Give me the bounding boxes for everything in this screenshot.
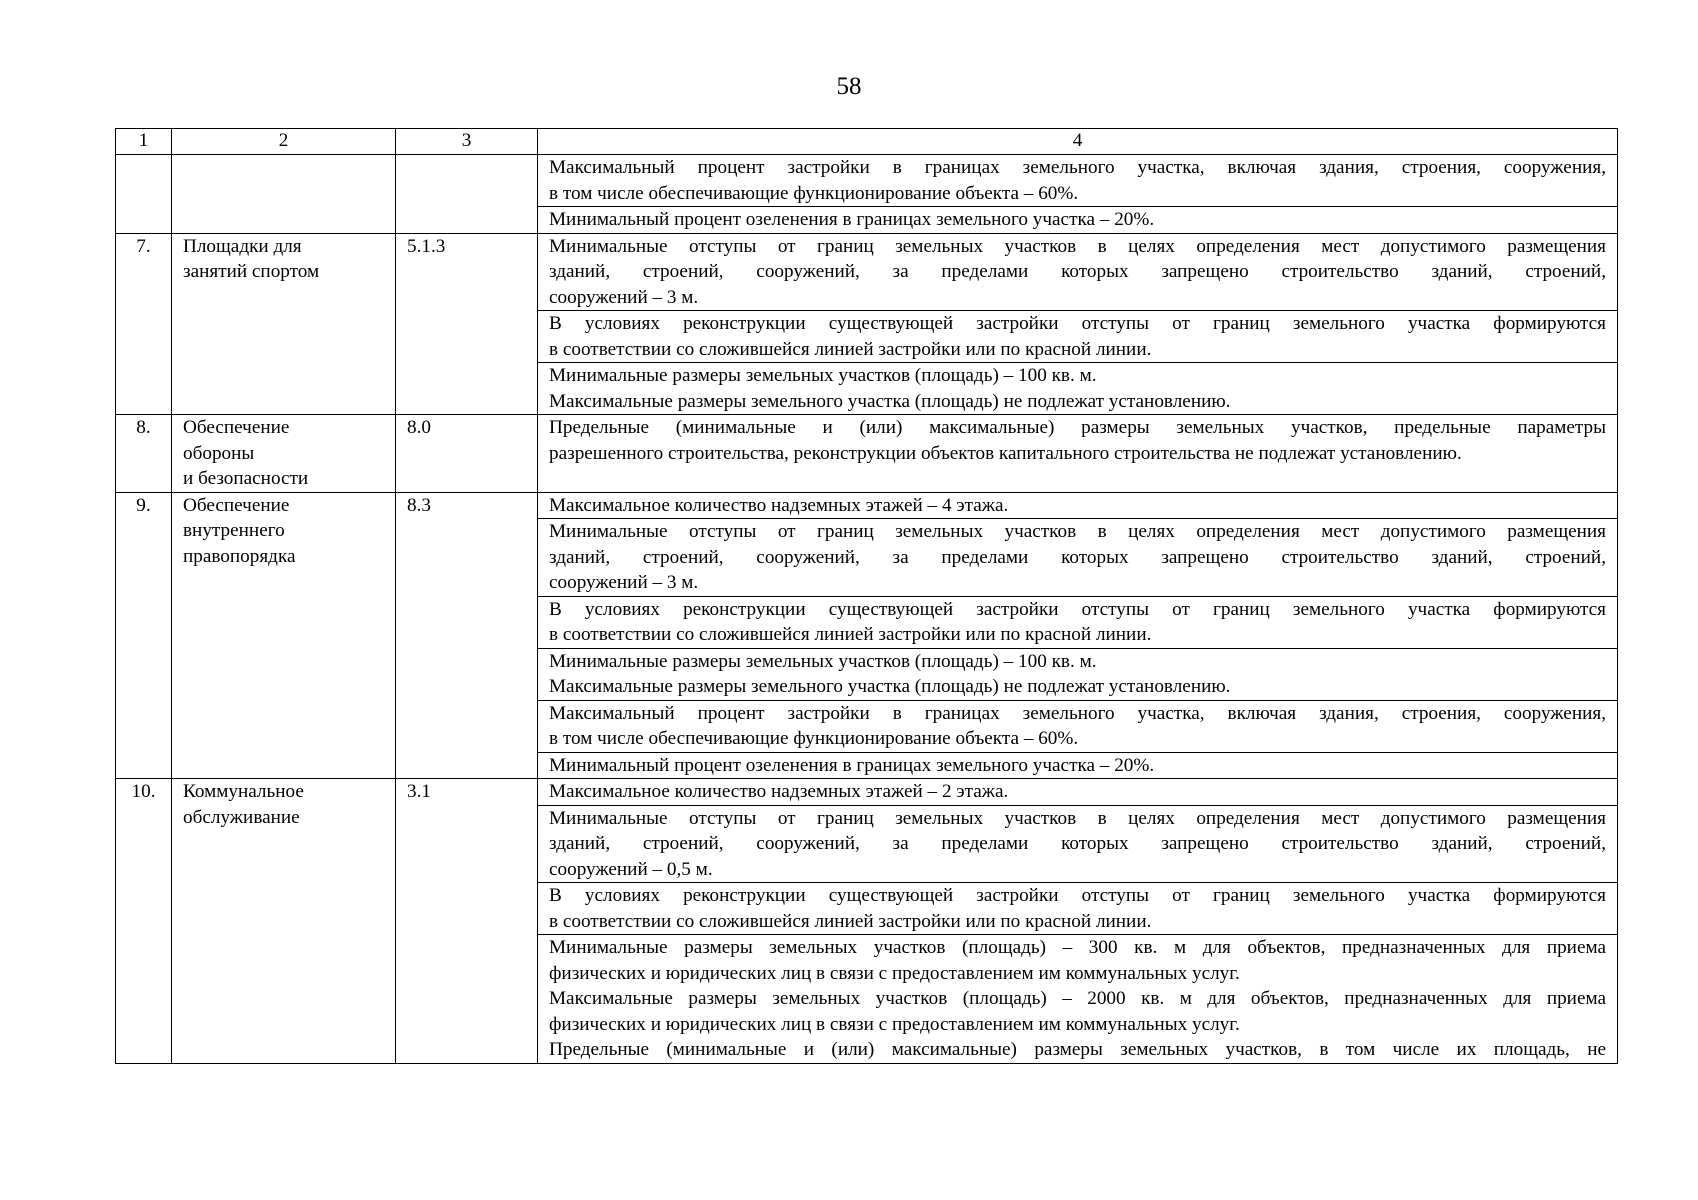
parameter-cell	[538, 700, 1618, 752]
table-row	[116, 415, 1618, 493]
land-use-name-line: занятий спортом	[183, 261, 320, 282]
parameter-cell	[538, 519, 1618, 597]
land-use-name-line: Площадки для	[183, 235, 302, 257]
table-row	[116, 155, 1618, 207]
parameter-line: Минимальные размеры земельных участков (площадь) – 100 кв. м.	[549, 365, 1097, 386]
parameter-line: Минимальный процент озеленения в границах земельного участка – 20%.	[549, 209, 1155, 230]
land-use-name-cell	[172, 415, 396, 493]
parameter-cell	[538, 935, 1618, 1064]
classifier-code-cell: 5.1.3	[396, 233, 538, 415]
parameter-line: в соответствии со сложившейся линией застройки или по красной линии.	[549, 338, 1152, 360]
parameter-line: физических и юридических лиц в связи с предоставлением им коммунальных услуг.	[549, 1013, 1240, 1035]
page-number: 58	[836, 73, 862, 100]
land-use-name-line: Коммунальное	[183, 781, 304, 802]
land-use-name-cell	[172, 233, 396, 415]
parameter-cell	[538, 207, 1618, 234]
parameter-cell	[538, 596, 1618, 648]
land-use-name-cell	[172, 492, 396, 779]
parameter-line: физических и юридических лиц в связи с предоставлением им коммунальных услуг.	[549, 962, 1240, 984]
parameter-cell	[538, 415, 1618, 493]
land-use-name-line: и безопасности	[183, 468, 309, 489]
parameter-line: Максимальные размеры земельных участков (площадь) – 2000 кв. м для объектов, предназначенных для приема	[549, 988, 1606, 1009]
row-number-cell: 7.	[116, 233, 172, 415]
header-cell-4: 4	[538, 129, 1618, 155]
classifier-code-cell: 8.0	[396, 415, 538, 493]
row-number-cell	[116, 155, 172, 234]
parameter-line: В условиях реконструкции существующей застройки отступы от границ земельного участка формируются	[549, 313, 1606, 334]
land-use-name-line: внутреннего	[183, 520, 285, 541]
land-use-name-line: Обеспечение	[183, 417, 290, 438]
land-use-name-line: Обеспечение	[183, 494, 290, 516]
parameter-line: Минимальные размеры земельных участков (площадь) – 100 кв. м.	[549, 650, 1097, 672]
parameter-cell	[538, 155, 1618, 207]
header-cell-1: 1	[116, 129, 172, 155]
parameter-line: В условиях реконструкции существующей застройки отступы от границ земельного участка формируются	[549, 598, 1606, 620]
parameter-line: зданий, строений, сооружений, за пределами которых запрещено строительство зданий, строений,	[549, 833, 1606, 854]
parameter-line: Минимальные отступы от границ земельных участков в целях определения мест допустимого размещения	[549, 807, 1606, 829]
parameter-cell	[538, 779, 1618, 806]
parameter-line: сооружений – 0,5 м.	[549, 858, 713, 880]
table-row	[116, 779, 1618, 806]
table-row	[116, 233, 1618, 311]
parameter-line: Минимальный процент озеленения в границах земельного участка – 20%.	[549, 754, 1155, 776]
row-number-cell: 9.	[116, 492, 172, 779]
land-use-name-cell	[172, 779, 396, 1064]
parameter-line: Максимальное количество надземных этажей – 2 этажа.	[549, 781, 1009, 802]
land-use-name-line: правопорядка	[183, 545, 296, 567]
parameter-line: Максимальный процент застройки в границах земельного участка, включая здания, строения, сооружения,	[549, 702, 1606, 724]
parameter-cell	[538, 648, 1618, 700]
parameter-line: зданий, строений, сооружений, за пределами которых запрещено строительство зданий, строений,	[549, 546, 1606, 568]
header-cell-2: 2	[172, 129, 396, 155]
parameter-cell	[538, 492, 1618, 519]
parameter-line: Минимальные отступы от границ земельных участков в целях определения мест допустимого размещения	[549, 521, 1606, 542]
parameter-line: в том числе обеспечивающие функционирование объекта – 60%.	[549, 728, 1079, 749]
parameter-cell	[538, 752, 1618, 779]
classifier-code-cell	[396, 155, 538, 234]
row-number-cell: 8.	[116, 415, 172, 493]
land-use-name-line: обслуживание	[183, 806, 300, 828]
parameter-line: Минимальные отступы от границ земельных участков в целях определения мест допустимого размещения	[549, 235, 1606, 257]
parameter-line: сооружений – 3 м.	[549, 572, 699, 593]
parameter-line: Максимальное количество надземных этажей – 4 этажа.	[549, 494, 1009, 516]
parameter-line: В условиях реконструкции существующей застройки отступы от границ земельного участка формируются	[549, 885, 1606, 906]
classifier-code-cell: 8.3	[396, 492, 538, 779]
table-row	[116, 492, 1618, 519]
parameter-line: в соответствии со сложившейся линией застройки или по красной линии.	[549, 624, 1152, 645]
land-use-name-line: обороны	[183, 442, 255, 464]
parameter-cell	[538, 805, 1618, 883]
header-cell-3: 3	[396, 129, 538, 155]
parameter-line: Минимальные размеры земельных участков (площадь) – 300 кв. м для объектов, предназначенных для приема	[549, 937, 1606, 958]
parameter-line: Максимальные размеры земельного участка (площадь) не подлежат установлению.	[549, 676, 1231, 697]
classifier-code-cell: 3.1	[396, 779, 538, 1064]
parameter-line: Предельные (минимальные и (или) максимальные) размеры земельных участков, в том числе их площадь, не	[549, 1039, 1606, 1060]
parameter-line: Максимальный процент застройки в границах земельного участка, включая здания, строения, сооружения,	[549, 157, 1606, 178]
parameter-line: Максимальные размеры земельного участка (площадь) не подлежат установлению.	[549, 390, 1231, 412]
parameter-line: разрешенного строительства, реконструкции объектов капитального строительства не подлежат установлению.	[549, 442, 1462, 464]
parameter-line: в том числе обеспечивающие функционирование объекта – 60%.	[549, 182, 1079, 204]
parameter-line: Предельные (минимальные и (или) максимальные) размеры земельных участков, предельные параметры	[549, 417, 1606, 438]
parameter-line: зданий, строений, сооружений, за пределами которых запрещено строительство зданий, строений,	[549, 261, 1606, 282]
parameter-cell	[538, 311, 1618, 363]
parameter-line: в соответствии со сложившейся линией застройки или по красной линии.	[549, 910, 1152, 932]
regulations-table	[115, 128, 1618, 1064]
parameter-cell	[538, 233, 1618, 311]
parameter-cell	[538, 363, 1618, 415]
header-row	[116, 129, 1618, 155]
parameter-cell	[538, 883, 1618, 935]
land-use-name-cell	[172, 155, 396, 234]
parameter-line: сооружений – 3 м.	[549, 286, 699, 308]
row-number-cell: 10.	[116, 779, 172, 1064]
